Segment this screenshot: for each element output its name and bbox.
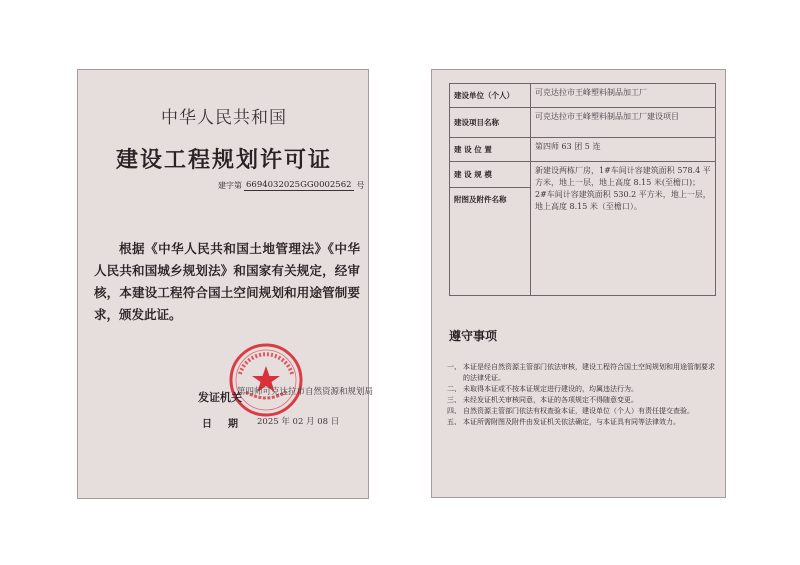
- rule-text: 未取得本证或不按本证规定进行建设的，均属违法行为。: [463, 385, 638, 393]
- table-row: [450, 108, 716, 138]
- certificate-title: 建设工程规划许可证: [115, 148, 332, 173]
- table-row: [450, 84, 716, 108]
- rule-number: 五、: [447, 418, 461, 426]
- official-seal-icon: [228, 342, 304, 418]
- list-item: [447, 362, 719, 384]
- rule-text: 自然资源主管部门依法有权查验本证，建设单位（个人）有责任提交查验。: [463, 407, 694, 415]
- table-row: [450, 162, 716, 188]
- serial-number: 6694032025GG0002562: [246, 180, 352, 190]
- list-item: [447, 417, 719, 428]
- certificate-cover-page: [77, 69, 374, 499]
- rule-number: 一、: [447, 363, 461, 371]
- table-label: 建设单位（个人）: [450, 84, 531, 108]
- serial-suffix: 号: [356, 181, 365, 190]
- table-value: 可克达拉市王峰塑料制品加工厂建设项目: [531, 108, 716, 138]
- rule-text: 未经发证机关审核同意，本证的各项规定不得随意变更。: [463, 396, 638, 404]
- project-info-table: [449, 83, 716, 296]
- date-label: 日期: [202, 419, 254, 430]
- table-label: 建 设 位 置: [450, 138, 531, 162]
- table-value: 第四师 63 团 5 连: [531, 138, 716, 162]
- serial-prefix: 建字第: [218, 181, 242, 190]
- table-row: [450, 138, 716, 162]
- table-label: 附图及附件名称: [450, 188, 531, 296]
- list-item: [447, 395, 719, 406]
- country-name: 中华人民共和国: [161, 108, 287, 128]
- rule-number: 四、: [447, 407, 461, 415]
- table-value: 可克达拉市王峰塑料制品加工厂: [531, 84, 716, 108]
- issuer-value: 第四师可克达拉市自然资源和规划局: [237, 387, 374, 397]
- certificate-details-page: [431, 69, 726, 498]
- table-label: 建设项目名称: [450, 108, 531, 138]
- rule-number: 三、: [447, 396, 461, 404]
- issuer-label: 发证机关: [198, 391, 242, 404]
- rules-list: [447, 362, 719, 428]
- list-item: [447, 406, 719, 417]
- certificate-body-text: 根据《中华人民共和国土地管理法》《中华人民共和国城乡规划法》和国家有关规定，经审核，本建设工程符合国土空间规划和用途管制要求，颁发此证。: [94, 241, 360, 322]
- rule-number: 二、: [447, 385, 461, 393]
- table-label: 建 设 规 模: [450, 162, 531, 188]
- issue-date: 2025 年 02 月 08 日: [257, 417, 340, 427]
- table-value: 新建设两栋厂房，1#车间计容建筑面积 578.4 平方米，地上一层，地上高度 8.15 米(至檐口)；2#车间计容建筑面积 530.2 平方米，地上一层，地上高度 8.15 米（至檐口）。: [531, 162, 716, 296]
- list-item: [447, 384, 719, 395]
- rule-text: 本证所需附图及附件由发证机关依法确定，与本证具有同等法律效力。: [463, 418, 680, 426]
- rule-text: 本证是经自然资源主管部门依法审核，建设工程符合国土空间规划和用途管制要求的法律凭证。: [463, 363, 715, 382]
- rules-title: 遵守事项: [449, 329, 498, 343]
- serial-number-row: [218, 180, 365, 191]
